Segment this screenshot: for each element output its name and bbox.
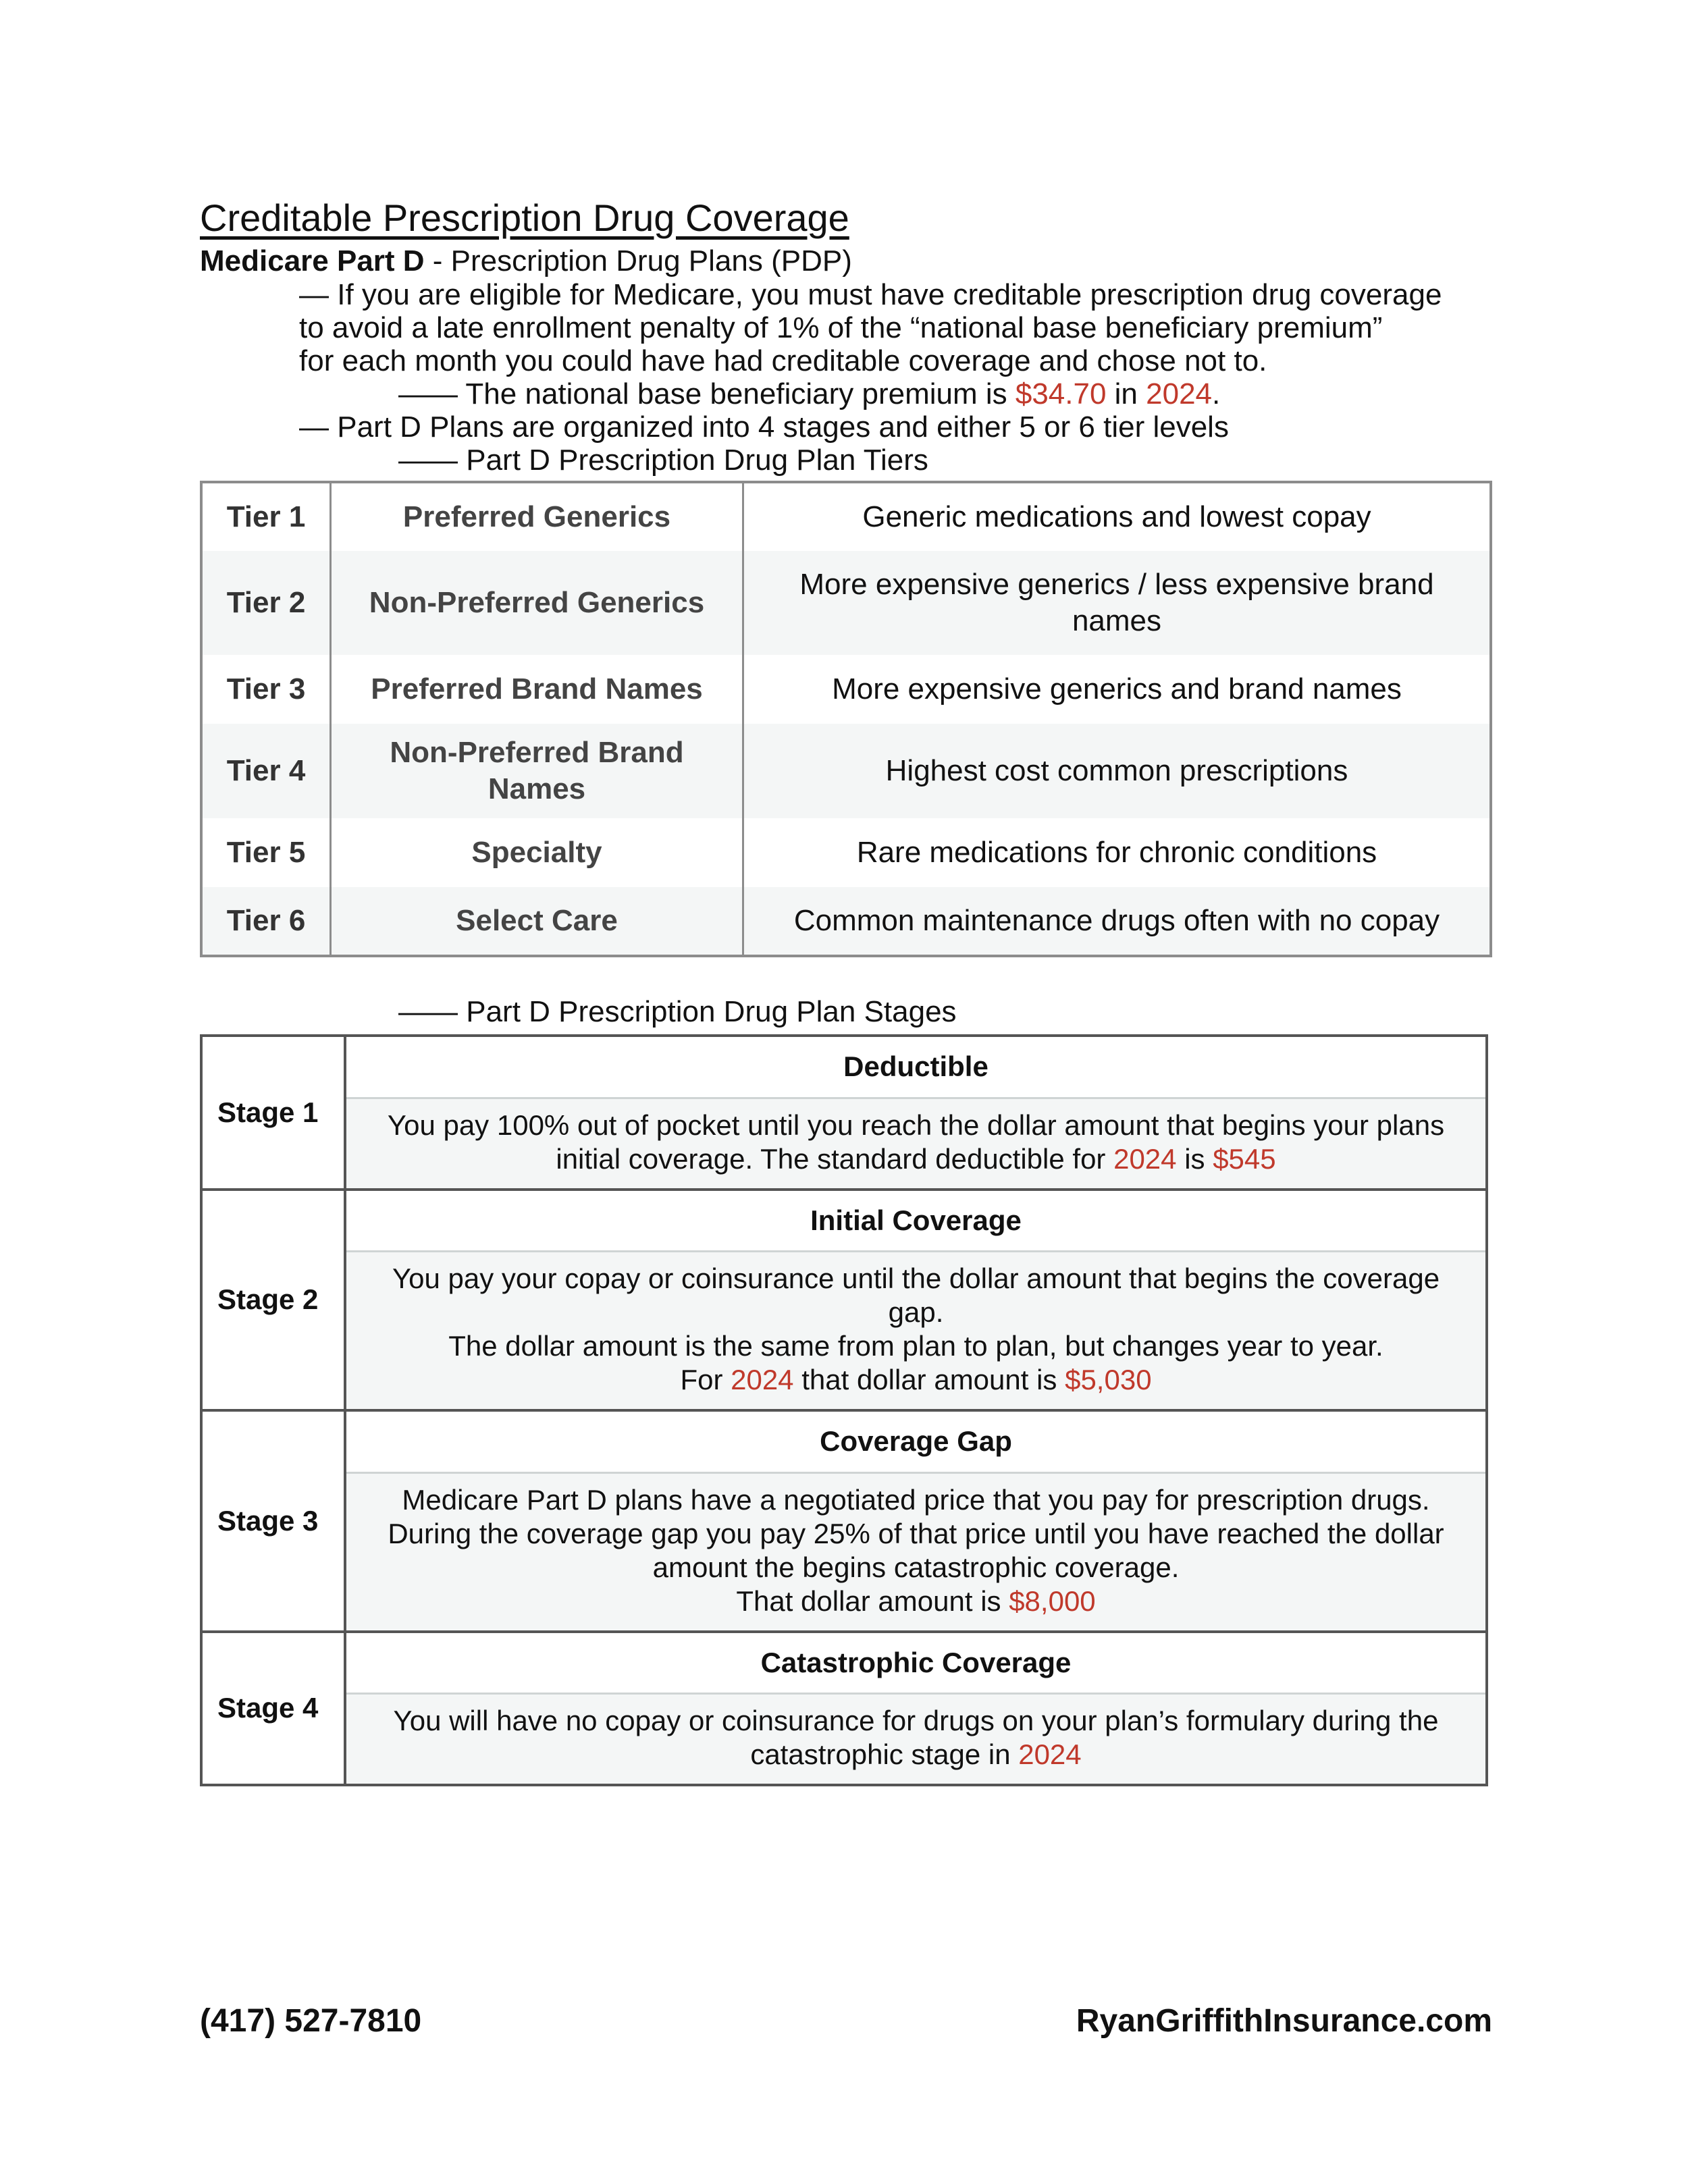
tier-category: Non-Preferred Generics bbox=[331, 551, 743, 655]
stage-amount: $545 bbox=[1213, 1142, 1276, 1175]
stage-text: Medicare Part D plans have a negotiated price that you pay for prescription drugs. During the coverage gap you pay 25% of that price until you have reached the dollar amount the begins catastrophic coverage. bbox=[388, 1483, 1444, 1583]
table-row bbox=[201, 1694, 1487, 1786]
premium-prefix: —— The national base beneficiary premium is bbox=[398, 377, 1016, 410]
tier-description: Highest cost common prescriptions bbox=[743, 724, 1492, 818]
tier-description: More expensive generics and brand names bbox=[743, 655, 1492, 724]
tier-name: Tier 6 bbox=[201, 887, 331, 956]
subtitle-rest: - Prescription Drug Plans (PDP) bbox=[424, 244, 852, 277]
tier-name: Tier 3 bbox=[201, 655, 331, 724]
table-row bbox=[201, 724, 1491, 818]
stage-year: 2024 bbox=[1113, 1142, 1177, 1175]
table-row bbox=[201, 1036, 1487, 1098]
intro-line-2: to avoid a late enrollment penalty of 1% of the “national base beneficiary premium” bbox=[299, 311, 1383, 344]
organized-line: — Part D Plans are organized into 4 stages and either 5 or 6 tier levels bbox=[299, 410, 1229, 444]
premium-mid: in bbox=[1106, 377, 1146, 410]
stages-table bbox=[200, 1034, 1488, 1786]
premium-end: . bbox=[1212, 377, 1221, 410]
table-row bbox=[201, 1472, 1487, 1632]
subtitle bbox=[200, 244, 852, 278]
tiers-table bbox=[200, 481, 1492, 957]
table-row bbox=[201, 818, 1491, 887]
table-row bbox=[201, 1098, 1487, 1190]
tier-category: Non-Preferred Brand Names bbox=[331, 724, 743, 818]
stage-text: For bbox=[680, 1364, 731, 1395]
stage-text: You pay your copay or coinsurance until the dollar amount that begins the coverage gap. bbox=[392, 1262, 1440, 1328]
page-title: Creditable Prescription Drug Coverage bbox=[200, 196, 849, 239]
table-row bbox=[201, 482, 1491, 551]
tier-name: Tier 4 bbox=[201, 724, 331, 818]
table-row bbox=[201, 1410, 1487, 1472]
stage-name: Stage 3 bbox=[201, 1410, 345, 1632]
tier-description: Common maintenance drugs often with no copay bbox=[743, 887, 1492, 956]
tier-description: Rare medications for chronic conditions bbox=[743, 818, 1492, 887]
footer-website: RyanGriffithInsurance.com bbox=[1076, 2003, 1492, 2039]
stage-text: That dollar amount is bbox=[736, 1584, 1009, 1617]
stage-text-line bbox=[367, 1363, 1465, 1397]
stage-text: You will have no copay or coinsurance for drugs on your plan’s formulary during the catastrophic stage in bbox=[393, 1705, 1439, 1770]
premium-year: 2024 bbox=[1146, 377, 1213, 410]
tier-category: Preferred Brand Names bbox=[331, 655, 743, 724]
table-row bbox=[201, 1632, 1487, 1694]
table-row bbox=[201, 1252, 1487, 1411]
tier-category: Preferred Generics bbox=[331, 482, 743, 551]
premium-line bbox=[398, 377, 1220, 411]
table-row bbox=[201, 551, 1491, 655]
stages-heading: —— Part D Prescription Drug Plan Stages bbox=[398, 995, 957, 1028]
stage-name: Stage 1 bbox=[201, 1036, 345, 1190]
stage-description bbox=[345, 1098, 1487, 1190]
stage-heading: Coverage Gap bbox=[345, 1410, 1487, 1472]
stage-text: You pay 100% out of pocket until you reach the dollar amount that begins your plans initial coverage. The standard deductible for bbox=[387, 1109, 1445, 1175]
stage-name: Stage 2 bbox=[201, 1190, 345, 1411]
table-row bbox=[201, 1190, 1487, 1252]
stage-year: 2024 bbox=[731, 1364, 794, 1395]
stage-heading: Initial Coverage bbox=[345, 1190, 1487, 1252]
stage-description bbox=[345, 1694, 1487, 1786]
subtitle-bold: Medicare Part D bbox=[200, 244, 425, 277]
tier-description: Generic medications and lowest copay bbox=[743, 482, 1492, 551]
stage-year: 2024 bbox=[1018, 1738, 1082, 1770]
premium-amount: $34.70 bbox=[1015, 377, 1107, 410]
intro-line-3: for each month you could have had creditable coverage and chose not to. bbox=[299, 344, 1267, 377]
tier-category: Select Care bbox=[331, 887, 743, 956]
stage-description bbox=[345, 1472, 1487, 1632]
stage-text-line bbox=[367, 1584, 1465, 1618]
intro-line-1: — If you are eligible for Medicare, you must have creditable prescription drug coverage bbox=[299, 278, 1442, 311]
stage-amount: $8,000 bbox=[1009, 1584, 1096, 1617]
tier-name: Tier 5 bbox=[201, 818, 331, 887]
tier-description: More expensive generics / less expensive brand names bbox=[743, 551, 1492, 655]
stage-heading: Deductible bbox=[345, 1036, 1487, 1098]
stage-heading: Catastrophic Coverage bbox=[345, 1632, 1487, 1694]
stage-text: that dollar amount is bbox=[793, 1364, 1065, 1395]
table-row bbox=[201, 655, 1491, 724]
tier-name: Tier 2 bbox=[201, 551, 331, 655]
footer-phone: (417) 527-7810 bbox=[200, 2003, 422, 2039]
tiers-heading: —— Part D Prescription Drug Plan Tiers bbox=[398, 444, 928, 477]
stage-text: is bbox=[1176, 1142, 1213, 1175]
stage-description bbox=[345, 1252, 1487, 1411]
stage-text: The dollar amount is the same from plan to plan, but changes year to year. bbox=[448, 1330, 1383, 1362]
tier-name: Tier 1 bbox=[201, 482, 331, 551]
stage-name: Stage 4 bbox=[201, 1632, 345, 1786]
stage-amount: $5,030 bbox=[1065, 1364, 1152, 1395]
table-row bbox=[201, 887, 1491, 956]
tier-category: Specialty bbox=[331, 818, 743, 887]
